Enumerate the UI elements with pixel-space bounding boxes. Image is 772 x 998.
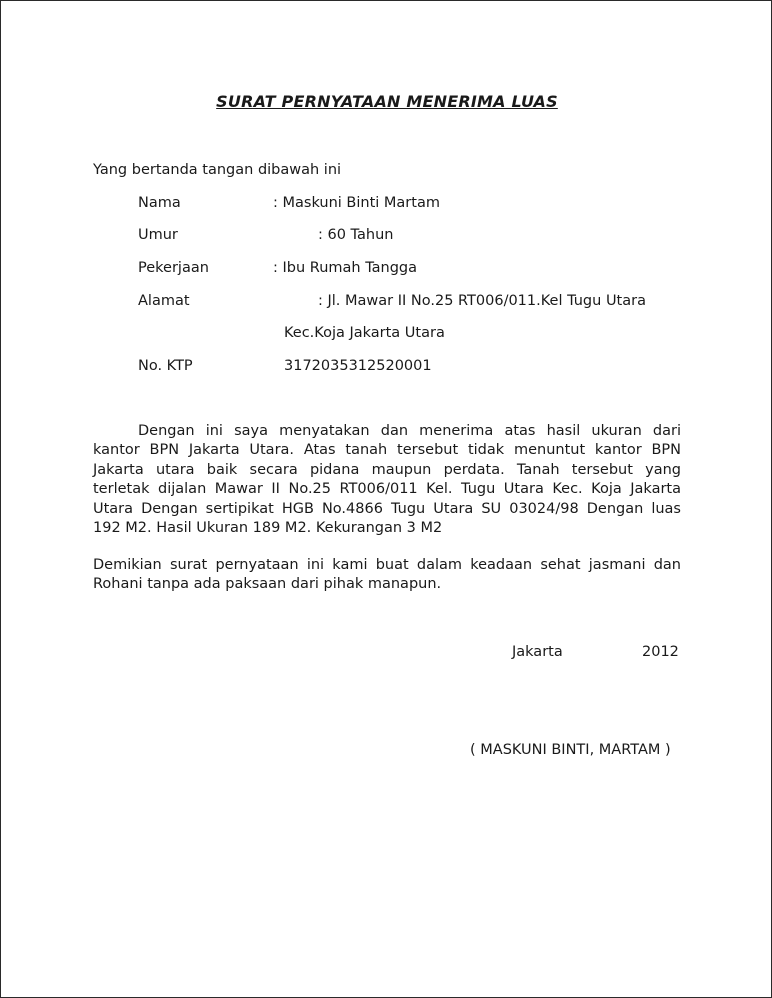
signature-name: ( MASKUNI BINTI, MARTAM ) — [470, 742, 671, 758]
statement-paragraph — [93, 422, 681, 538]
field-value-umur: : 60 Tahun — [318, 227, 394, 243]
closing-paragraph — [93, 556, 681, 595]
document-title: SURAT PERNYATAAN MENERIMA LUAS — [216, 92, 558, 111]
paragraph-line: Demikian surat pernyataan ini kami buat dalam keadaan sehat jasmani dan — [93, 557, 681, 573]
signing-year: 2012 — [642, 644, 679, 660]
field-value-nama: : Maskuni Binti Martam — [273, 195, 440, 211]
paragraph-line: Utara Dengan sertipikat HGB No.4866 Tugu Utara SU 03024/98 Dengan luas — [93, 500, 681, 517]
paragraph-line: terletak dijalan Mawar II No.25 RT006/011 Kel. Tugu Utara Kec. Koja Jakarta — [93, 481, 681, 498]
paragraph-line: kantor BPN Jakarta Utara. Atas tanah tersebut tidak menuntut kantor BPN — [93, 442, 681, 459]
field-value-alamat: : Jl. Mawar II No.25 RT006/011.Kel Tugu Utara — [318, 293, 646, 309]
field-label-alamat: Alamat — [138, 293, 190, 309]
paragraph-line: 192 M2. Hasil Ukuran 189 M2. Kekurangan 3 M2 — [93, 520, 443, 537]
paragraph-line: Rohani tanpa ada paksaan dari pihak manapun. — [93, 576, 442, 593]
field-value-pekerjaan: : Ibu Rumah Tangga — [273, 260, 418, 276]
intro-text: Yang bertanda tangan dibawah ini — [93, 162, 342, 178]
field-value-alamat-line2: Kec.Koja Jakarta Utara — [284, 325, 445, 341]
field-label-pekerjaan: Pekerjaan — [138, 260, 209, 276]
field-label-nama: Nama — [138, 195, 181, 211]
paragraph-line: Jakarta utara baik secara pidana maupun perdata. Tanah tersebut yang — [93, 461, 681, 478]
paragraph-line: Dengan ini saya menyatakan dan menerima atas hasil ukuran dari — [138, 423, 681, 439]
field-label-ktp: No. KTP — [138, 358, 193, 374]
signing-place: Jakarta — [512, 644, 563, 660]
field-value-ktp: 3172035312520001 — [284, 358, 432, 374]
field-label-umur: Umur — [138, 227, 178, 243]
